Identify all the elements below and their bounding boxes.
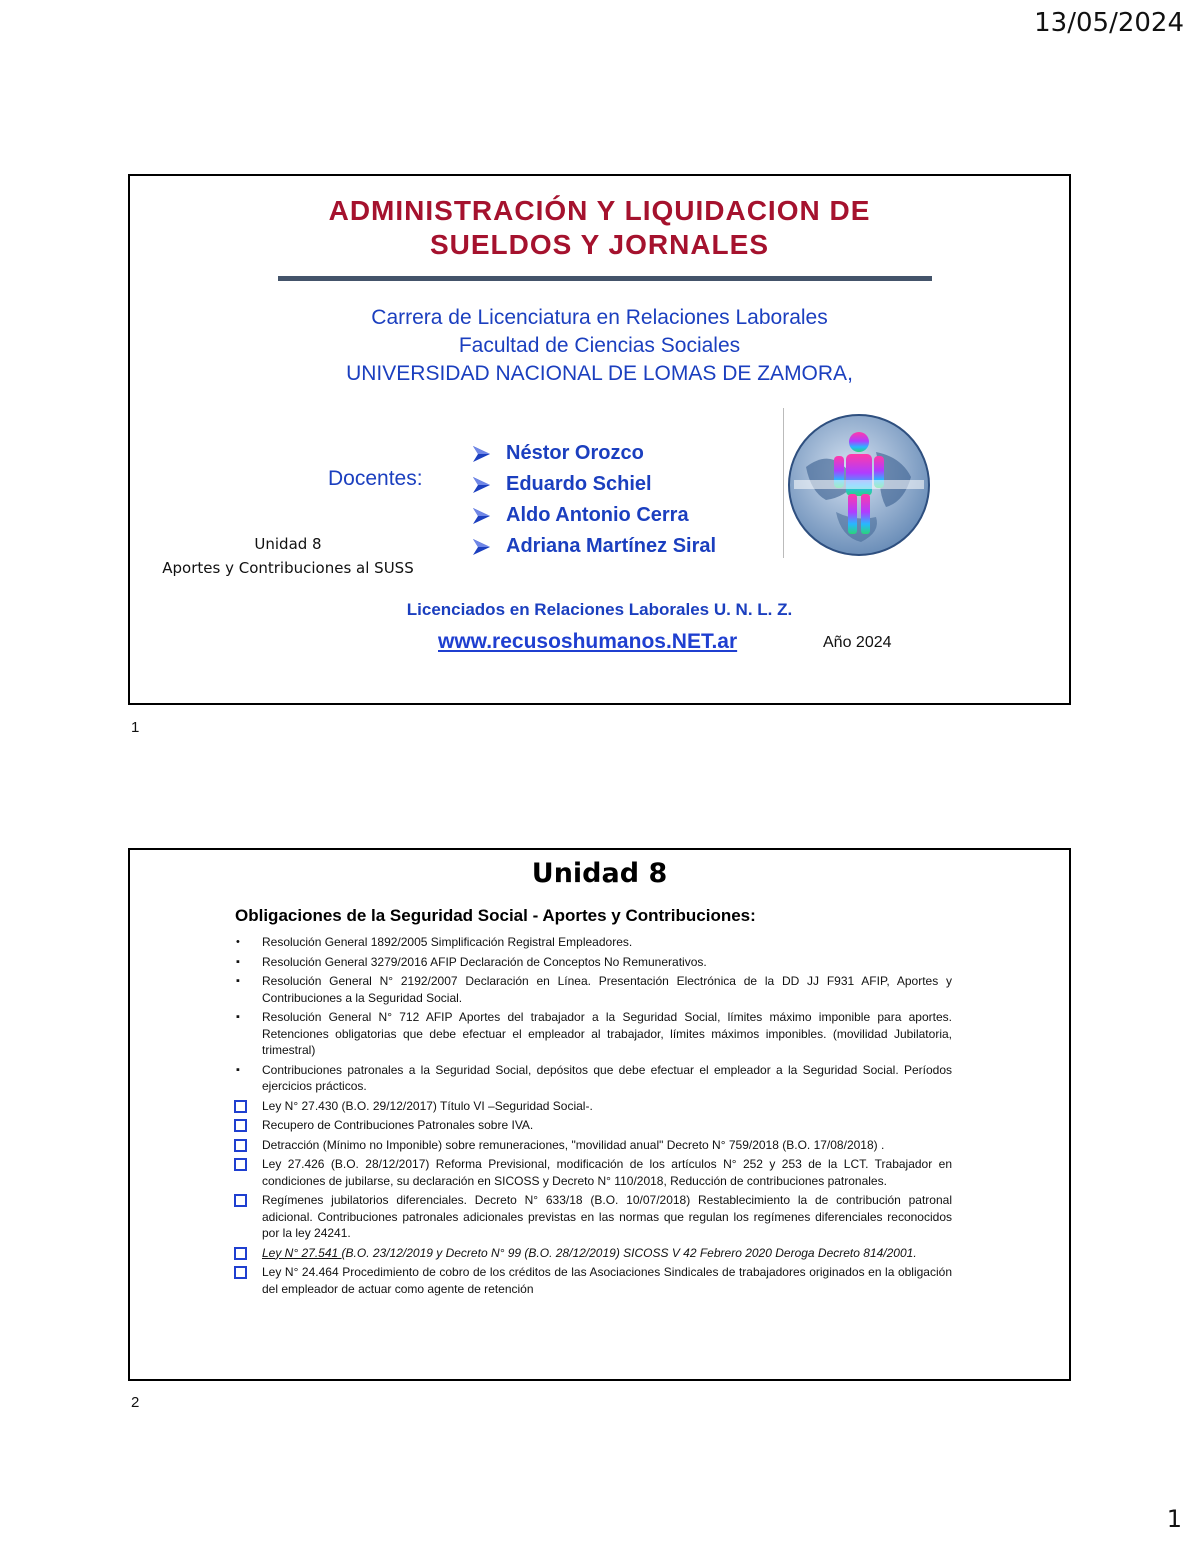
university-line: UNIVERSIDAD NACIONAL DE LOMAS DE ZAMORA,	[346, 362, 853, 385]
list-item	[234, 954, 952, 971]
list-item	[234, 934, 952, 951]
item-text: Ley 27.426 (B.O. 28/12/2017) Reforma Previsional, modificación de los artículos N° 252 y 253 de la LCT. Trabajador en condiciones de jubilarse, su declaración en SICOSS y Decreto N° 110/2018, Reducción de contribuciones patronales.	[262, 1157, 952, 1188]
unit-info	[138, 532, 438, 580]
slide-2-number: 2	[131, 1394, 140, 1411]
hollow-square-bullet-icon	[234, 1158, 247, 1171]
list-item	[234, 1192, 952, 1242]
docente-name: Adriana Martínez Siral	[506, 535, 717, 557]
slide-1	[128, 174, 1071, 705]
arrow-bullet-icon	[470, 505, 492, 527]
docente-name: Néstor Orozco	[506, 442, 644, 464]
logo-divider	[783, 408, 784, 558]
page-number: 1	[1166, 1505, 1182, 1533]
hollow-square-bullet-icon	[234, 1194, 247, 1207]
unit-label: Unidad 8	[254, 535, 322, 553]
globe-figure-logo-icon	[786, 412, 932, 558]
title-line-1: ADMINISTRACIÓN Y LIQUIDACION DE	[328, 195, 871, 226]
item-text: Contribuciones patronales a la Seguridad Social, depósitos que debe efectuar el empleador a la Seguridad Social. Períodos ejercicios prácticos.	[262, 1062, 952, 1093]
slide-2	[128, 848, 1071, 1381]
faculty-line: Facultad de Ciencias Sociales	[458, 334, 741, 357]
bullet-square-small-icon: ▪	[236, 1011, 240, 1023]
bullet-dot-icon: •	[236, 936, 240, 948]
item-text: Resolución General 1892/2005 Simplificación Registral Empleadores.	[262, 935, 633, 949]
item-text: Resolución General N° 2192/2007 Declaración en Línea. Presentación Electrónica de la DD JJ F931 AFIP, Aportes y Contribuciones a la Seguridad Social.	[262, 974, 952, 1005]
slide-1-title	[130, 194, 1069, 262]
licenciados-line: Licenciados en Relaciones Laborales U. N. L. Z.	[406, 600, 793, 619]
bullet-square-small-icon: ▪	[236, 975, 240, 987]
hollow-square-bullet-icon	[234, 1247, 247, 1260]
item-text: Regímenes jubilatorios diferenciales. Decreto N° 633/18 (B.O. 10/07/2018) Restablecimiento la de contribución patronal adicional. Contribuciones patronales adicionales previstas en las normas que regulan los regímenes diferenciales reconocidos por la ley 24241.	[262, 1193, 952, 1240]
hollow-square-bullet-icon	[234, 1139, 247, 1152]
career-block	[130, 304, 1069, 388]
bullet-square-small-icon: ▪	[236, 1063, 240, 1076]
list-item	[234, 1264, 952, 1297]
header-date: 13/05/2024	[1034, 8, 1184, 38]
docentes-list	[470, 438, 716, 562]
bullet-square-small-icon: ▪	[236, 955, 240, 968]
hollow-square-bullet-icon	[234, 1266, 247, 1279]
unit-topic: Aportes y Contribuciones al SUSS	[162, 559, 414, 577]
docente-item	[470, 469, 716, 500]
list-item	[234, 1062, 952, 1095]
list-item	[234, 1137, 952, 1154]
year-label: Año 2024	[823, 634, 892, 651]
item-text: Recupero de Contribuciones Patronales sobre IVA.	[262, 1118, 534, 1132]
list-item	[234, 973, 952, 1006]
item-text: Resolución General 3279/2016 AFIP Declaración de Conceptos No Remunerativos.	[262, 954, 707, 969]
arrow-bullet-icon	[470, 474, 492, 496]
arrow-bullet-icon	[470, 443, 492, 465]
title-line-2: SUELDOS Y JORNALES	[429, 229, 770, 260]
item-text: Ley N° 27.430 (B.O. 29/12/2017) Título VI –Seguridad Social-.	[262, 1098, 593, 1113]
career-line: Carrera de Licenciatura en Relaciones Laborales	[371, 306, 828, 329]
arrow-bullet-icon	[470, 536, 492, 558]
docente-name: Aldo Antonio Cerra	[506, 504, 689, 526]
docente-item	[470, 438, 716, 469]
list-item	[234, 1245, 952, 1262]
docente-name: Eduardo Schiel	[506, 473, 652, 495]
docente-item	[470, 531, 716, 562]
hollow-square-bullet-icon	[234, 1119, 247, 1132]
slide-2-title: Unidad 8	[531, 858, 668, 889]
list-item	[234, 1098, 952, 1115]
item-text: Detracción (Mínimo no Imponible) sobre remuneraciones, "movilidad anual" Decreto N° 759/2018 (B.O. 17/08/2018) .	[262, 1137, 885, 1152]
list-item	[234, 1156, 952, 1189]
item-text: Resolución General N° 712 AFIP Aportes del trabajador a la Seguridad Social, límites máximo imponible para aportes. Retenciones obligatorias que debe efectuar el empleador al trabajador, límites máximos imponibles. (movilidad Jubilatoria, trimestral)	[262, 1010, 952, 1057]
website-link[interactable]: www.recusoshumanos.NET.ar	[438, 630, 738, 653]
title-divider	[278, 276, 932, 281]
slide-1-number: 1	[131, 719, 140, 736]
slide-2-subtitle: Obligaciones de la Seguridad Social - Aportes y Contribuciones:	[235, 906, 756, 925]
list-item	[234, 1117, 952, 1134]
docente-item	[470, 500, 716, 531]
item-text-underlined: Ley N° 27.541	[262, 1245, 342, 1260]
topics-list	[234, 934, 952, 1300]
item-text: (B.O. 23/12/2019 y Decreto N° 99 (B.O. 28/12/2019) SICOSS V 42 Febrero 2020 Deroga Decreto 814/2001.	[341, 1245, 917, 1260]
list-item	[234, 1009, 952, 1059]
hollow-square-bullet-icon	[234, 1100, 247, 1113]
docentes-label: Docentes:	[328, 467, 423, 490]
item-text: Ley N° 24.464 Procedimiento de cobro de los créditos de las Asociaciones Sindicales de trabajadores originados en la obligación del empleador de actuar como agente de retención	[262, 1265, 952, 1296]
